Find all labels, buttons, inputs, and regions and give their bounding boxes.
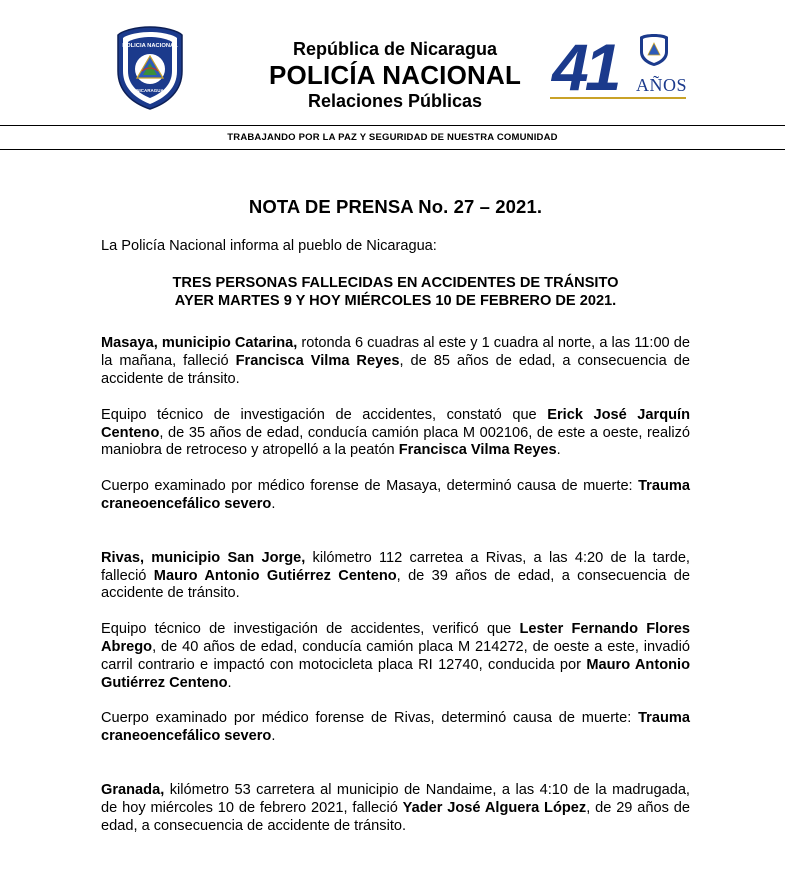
paragraph-rivas-forensic: Cuerpo examinado por médico forense de Rivas, determinó causa de muerte: Trauma craneoencefálico severo. [101, 710, 690, 745]
badge-text-bottom: NICARAGUA [136, 88, 164, 93]
cause-of-death: Trauma craneoencefálico severo [101, 478, 690, 512]
header-divider-bottom [0, 149, 785, 150]
slogan: TRABAJANDO POR LA PAZ Y SEGURIDAD DE NUESTRA COMUNIDAD [227, 132, 558, 143]
victim-name: Mauro Antonio Gutiérrez Centeno [101, 656, 691, 691]
paragraph-rivas-investigation: Equipo técnico de investigación de accidentes, verificó que Lester Fernando Flores Abrego, de 40 años de edad, conducía camión placa M 214272, de oeste a este, invadió carril contrario e impactó con motocicleta placa RI 12740, conducida por Mauro Antonio Gutiérrez Centeno. [101, 621, 691, 691]
institution-title: POLICÍA NACIONAL [268, 60, 522, 90]
letterhead [0, 0, 785, 130]
victim-name: Mauro Antonio Gutiérrez Centeno [153, 567, 397, 584]
anniversary-number: 41 [552, 30, 618, 102]
paragraph-masaya-forensic: Cuerpo examinado por médico forense de Masaya, determinó causa de muerte: Trauma craneoencefálico severo. [101, 478, 690, 512]
headline-line-2: AYER MARTES 9 Y HOY MIÉRCOLES 10 DE FEBRERO DE 2021. [174, 292, 617, 309]
police-badge-logo [116, 25, 184, 111]
headline [101, 275, 690, 311]
paragraph-rivas-incident: Rivas, municipio San Jorge, kilómetro 112 carretea a Rivas, a las 4:20 de la tarde, falleció Mauro Antonio Gutiérrez Centeno, de 39 años de edad, a consecuencia de accidente de tránsito. [101, 549, 691, 602]
badge-text-top: POLICIA NACIONAL [122, 43, 178, 49]
driver-name: Lester Fernando Flores Abrego [101, 621, 690, 655]
paragraph-granada-incident: Granada, kilómetro 53 carretera al municipio de Nandaime, a las 4:10 de la madrugada, de hoy miércoles 10 de febrero 2021, falleció Yader José Alguera López, de 29 años de edad, a consecuencia de accidente de tránsito. [101, 781, 691, 834]
anniversary-word: AÑOS [636, 75, 688, 95]
paragraph-masaya-incident: Masaya, municipio Catarina, rotonda 6 cuadras al este y 1 cuadra al norte, a las 11:00 de la mañana, falleció Francisca Vilma Reyes, de 85 años de edad, a consecuencia de accidente de tránsito. [101, 335, 691, 387]
press-release-title: NOTA DE PRENSA No. 27 – 2021. [248, 196, 543, 217]
driver-name: Erick José Jarquín Centeno [101, 406, 690, 441]
department-title: Relaciones Públicas [307, 91, 483, 111]
victim-name: Francisca Vilma Reyes [235, 353, 400, 370]
mini-badge-icon [640, 34, 668, 66]
paragraph-masaya-investigation: Equipo técnico de investigación de accidentes, constató que Erick José Jarquín Centeno, de 35 años de edad, conducía camión placa M 002106, de este a oeste, realizó maniobra de retroceso y atropelló a la peatón Francisca Vilma Reyes. [101, 406, 690, 459]
header-divider-top [0, 125, 785, 126]
republic-title: República de Nicaragua [292, 39, 498, 59]
anniversary-logo [548, 28, 688, 102]
victim-name: Yader José Alguera López [402, 799, 587, 816]
cause-of-death: Trauma craneoencefálico severo [101, 710, 690, 745]
place-label: Masaya, municipio Catarina, [101, 335, 298, 352]
place-label: Granada, [101, 781, 165, 798]
header-titles [250, 38, 540, 112]
place-label: Rivas, municipio San Jorge, [101, 549, 306, 566]
press-release-body [101, 196, 690, 853]
headline-line-1: TRES PERSONAS FALLECIDAS EN ACCIDENTES DE TRÁNSITO [172, 274, 619, 291]
victim-name: Francisca Vilma Reyes [398, 442, 557, 459]
intro-line: La Policía Nacional informa al pueblo de Nicaragua: [101, 238, 437, 254]
